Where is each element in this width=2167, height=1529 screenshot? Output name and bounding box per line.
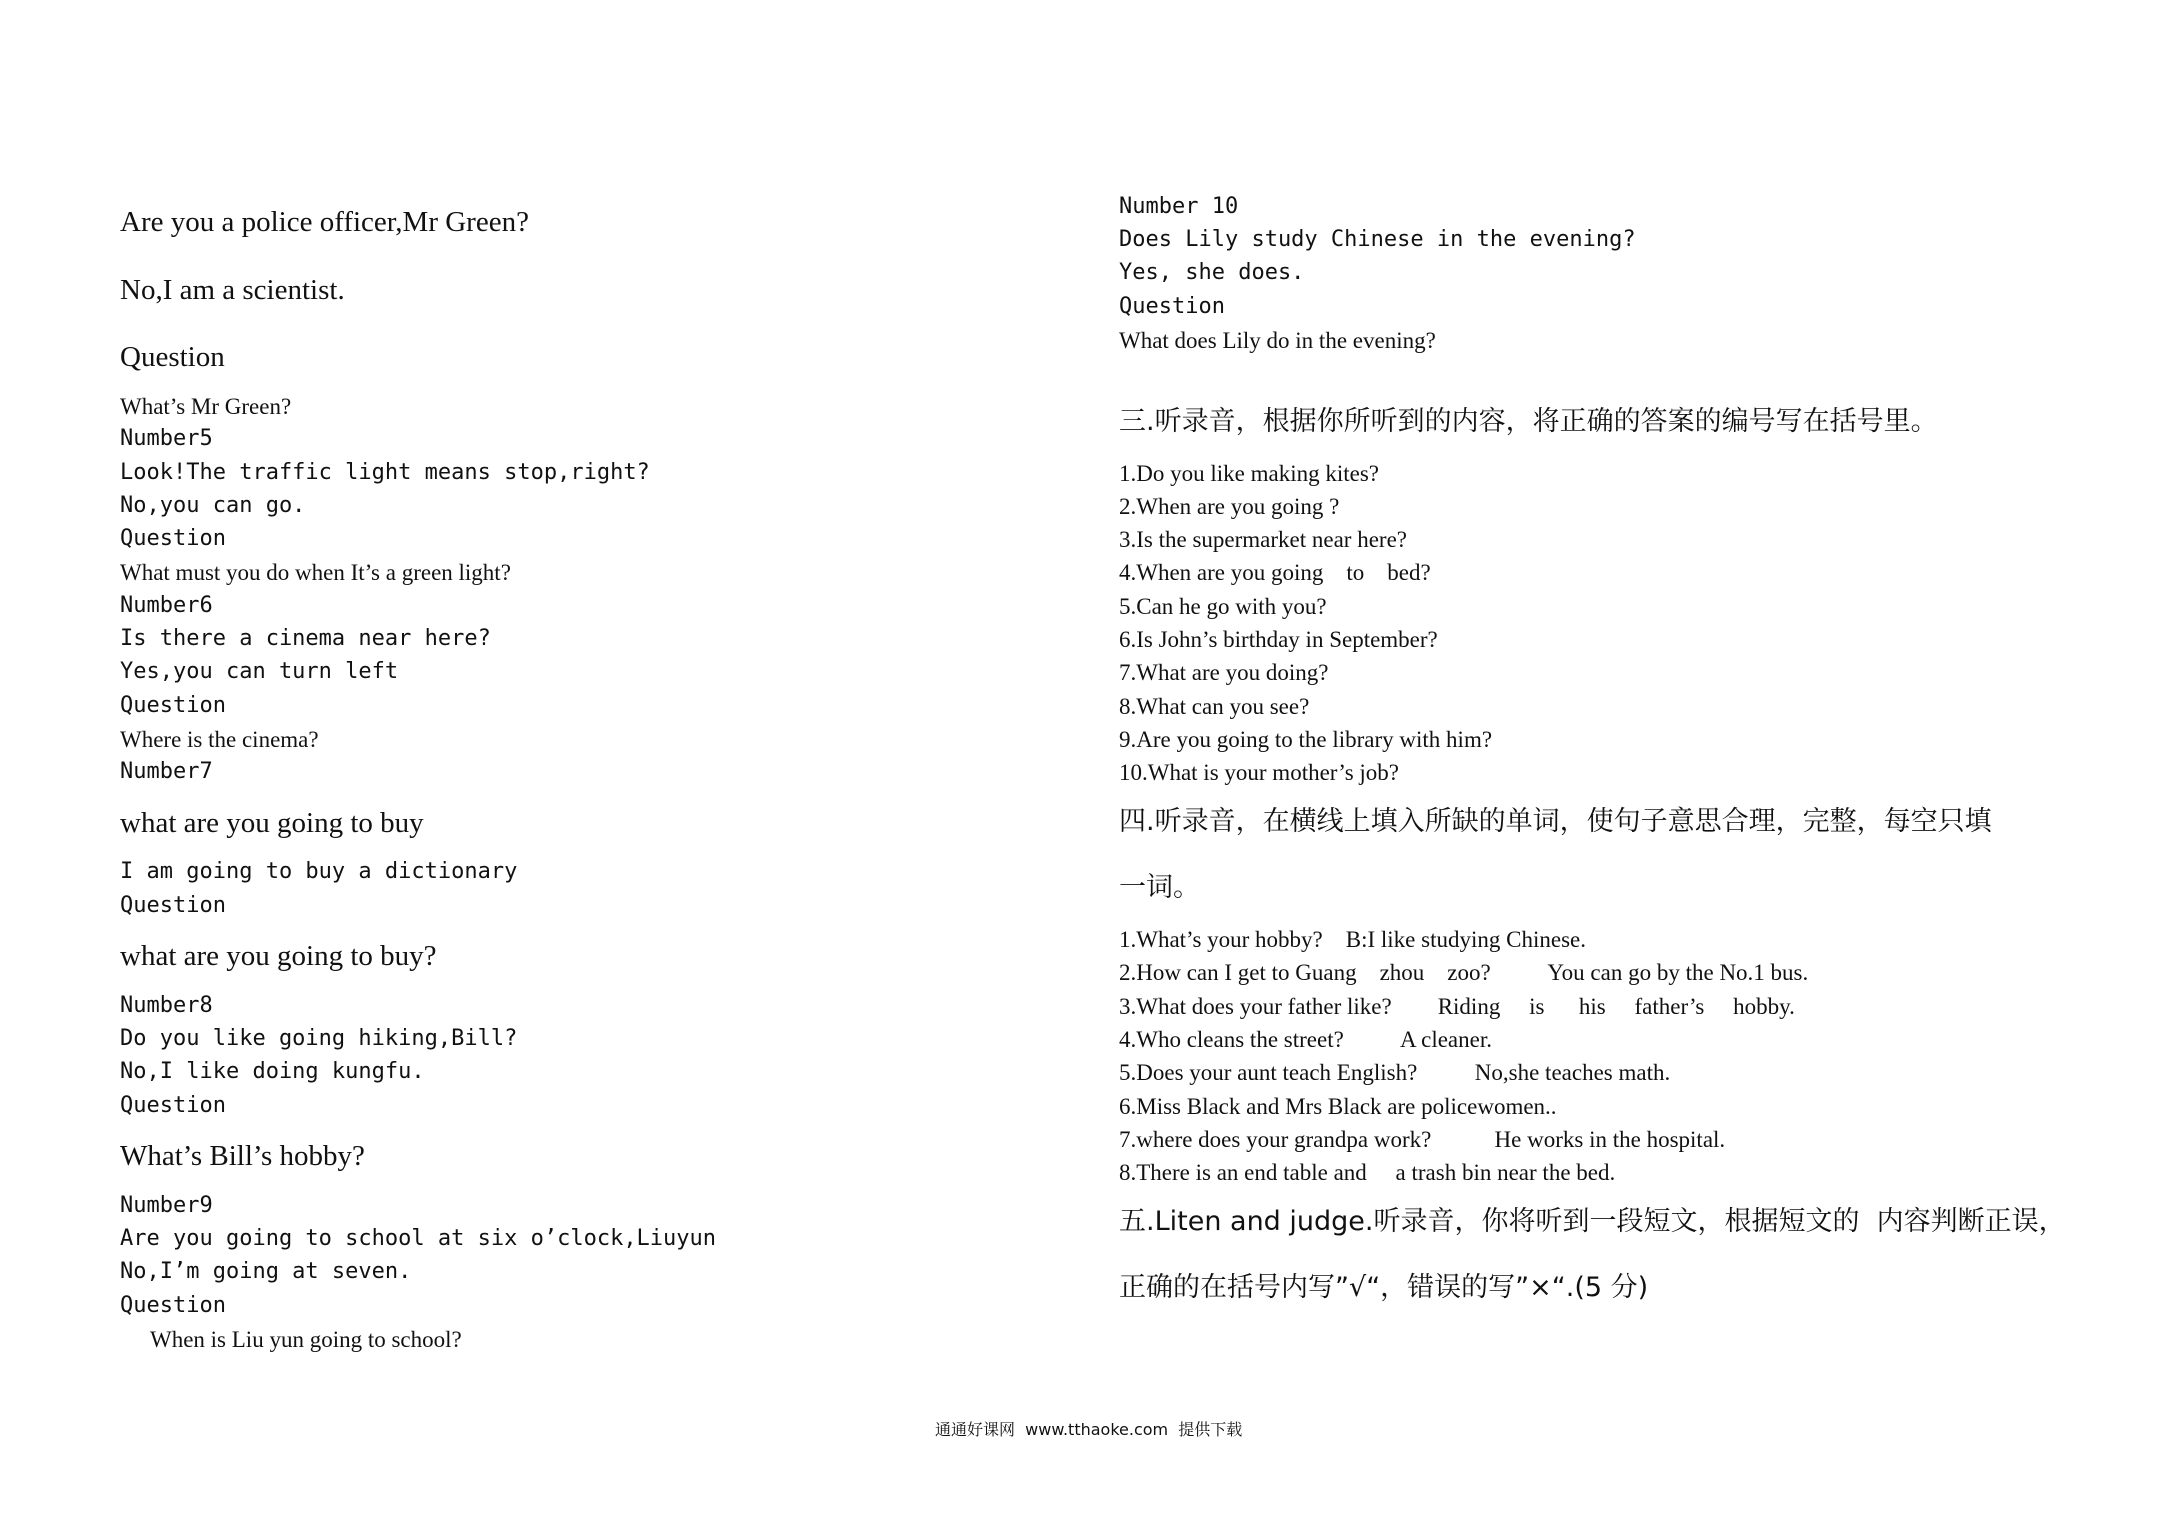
section-3-item: 8.What can you see? xyxy=(1119,694,1310,719)
dialogue-line: Do you like going hiking,Bill? xyxy=(120,1026,518,1051)
number-label: Number7 xyxy=(120,759,213,784)
dialogue-line: What’s Bill’s hobby? xyxy=(120,1140,365,1172)
number-label: Number8 xyxy=(120,993,213,1018)
number-label: Number 10 xyxy=(1119,194,1239,219)
page-footer: 通通好课网 www.tthaoke.com 提供下载 xyxy=(935,1420,1243,1439)
question-label: Question xyxy=(1119,294,1225,319)
section-4-item: 7.where does your grandpa work? He works in the hospital. xyxy=(1119,1127,1726,1152)
dialogue-line: What must you do when It’s a green light? xyxy=(120,560,511,585)
dialogue-line: No,I’m going at seven. xyxy=(120,1259,412,1284)
question-label: Question xyxy=(120,693,226,718)
number-label: Number5 xyxy=(120,426,213,451)
section-4-item: 8.There is an end table and a trash bin near the bed. xyxy=(1119,1160,1616,1185)
dialogue-line: What’s Mr Green? xyxy=(120,394,292,419)
dialogue-line: Yes, she does. xyxy=(1119,260,1305,285)
dialogue-line: No,you can go. xyxy=(120,493,306,518)
section-3-item: 4.When are you going to bed? xyxy=(1119,560,1431,585)
dialogue-line: I am going to buy a dictionary xyxy=(120,859,518,884)
section-4-item: 5.Does your aunt teach English? No,she teaches math. xyxy=(1119,1060,1671,1085)
dialogue-line: what are you going to buy xyxy=(120,807,424,839)
dialogue-line: Is there a cinema near here? xyxy=(120,626,491,651)
question-label: Question xyxy=(120,1093,226,1118)
dialogue-line: No,I like doing kungfu. xyxy=(120,1059,425,1084)
question-label: Question xyxy=(120,893,226,918)
dialogue-line: Look!The traffic light means stop,right? xyxy=(120,460,650,485)
section-3-title: 三.听录音，根据你所听到的内容，将正确的答案的编号写在括号里。 xyxy=(1119,406,1938,437)
dialogue-line: Are you going to school at six o’clock,Liuyun xyxy=(120,1226,717,1251)
section-3-item: 3.Is the supermarket near here? xyxy=(1119,527,1407,552)
section-5-title: 五.Liten and judge.听录音，你将听到一段短文，根据短文的 内容判断正误， xyxy=(1119,1206,2066,1237)
dialogue-line: Does Lily study Chinese in the evening? xyxy=(1119,227,1636,252)
section-4-title-continued: 一词。 xyxy=(1119,872,1200,903)
number-label: Number9 xyxy=(120,1193,213,1218)
section-3-item: 9.Are you going to the library with him? xyxy=(1119,727,1493,752)
dialogue-line: What does Lily do in the evening? xyxy=(1119,328,1436,353)
dialogue-line: No,I am a scientist. xyxy=(120,274,345,306)
dialogue-line: Yes,you can turn left xyxy=(120,659,399,684)
question-label: Question xyxy=(120,341,225,373)
section-4-item: 1.What’s your hobby? B:I like studying Chinese. xyxy=(1119,927,1586,952)
section-3-item: 1.Do you like making kites? xyxy=(1119,461,1379,486)
section-3-item: 5.Can he go with you? xyxy=(1119,594,1327,619)
section-3-item: 7.What are you doing? xyxy=(1119,660,1329,685)
dialogue-line: Are you a police officer,Mr Green? xyxy=(120,206,529,238)
section-4-item: 6.Miss Black and Mrs Black are policewomen.. xyxy=(1119,1094,1557,1119)
section-4-item: 2.How can I get to Guang zhou zoo? You can go by the No.1 bus. xyxy=(1119,960,1809,985)
dialogue-line: Where is the cinema? xyxy=(120,727,319,752)
section-4-item: 4.Who cleans the street? A cleaner. xyxy=(1119,1027,1492,1052)
question-label: Question xyxy=(120,1293,226,1318)
dialogue-line: what are you going to buy? xyxy=(120,940,437,972)
dialogue-line: When is Liu yun going to school? xyxy=(150,1327,462,1352)
section-3-item: 2.When are you going ? xyxy=(1119,494,1340,519)
section-4-title: 四.听录音，在横线上填入所缺的单词，使句子意思合理，完整，每空只填 xyxy=(1119,806,1992,837)
section-3-item: 10.What is your mother’s job? xyxy=(1119,760,1399,785)
section-3-item: 6.Is John’s birthday in September? xyxy=(1119,627,1438,652)
section-5-title-continued: 正确的在括号内写”√“，错误的写”×“.(5 分) xyxy=(1119,1272,1649,1303)
number-label: Number6 xyxy=(120,593,213,618)
question-label: Question xyxy=(120,526,226,551)
section-4-item: 3.What does your father like? Riding is his father’s hobby. xyxy=(1119,994,1795,1019)
